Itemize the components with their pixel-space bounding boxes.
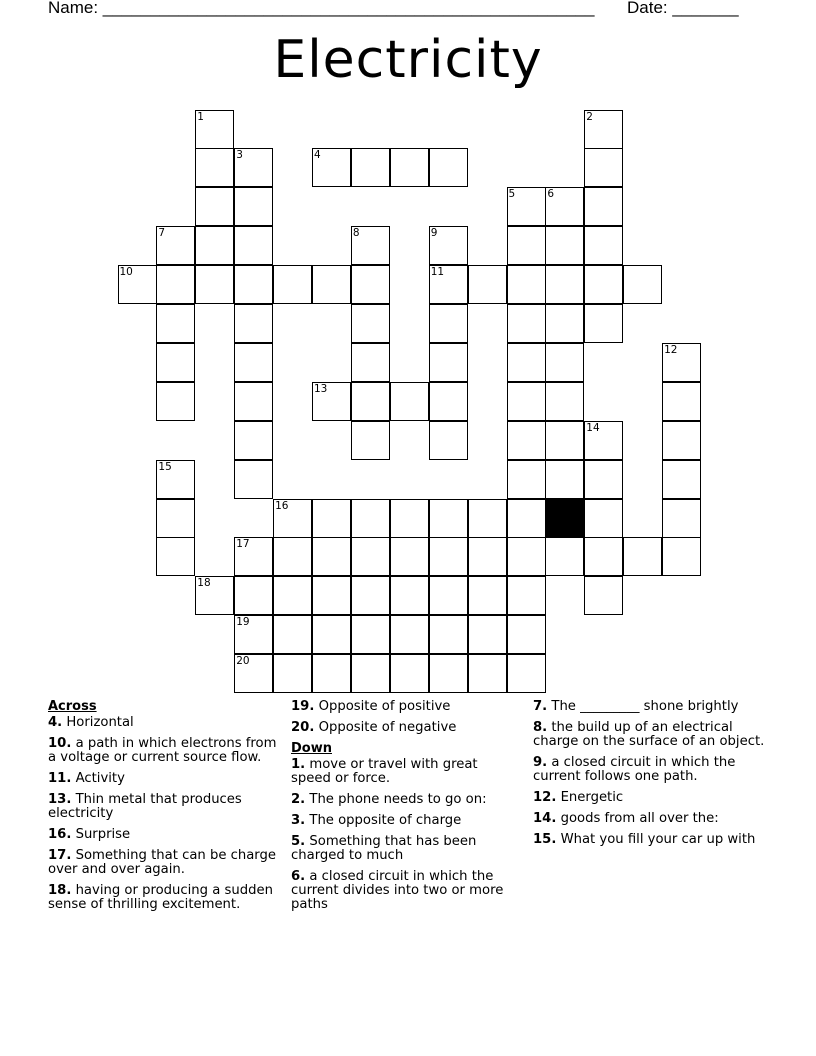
answer-cell[interactable]	[351, 576, 390, 615]
clue-across-20: 20. Opposite of negative	[291, 720, 457, 735]
clue-across-17: 17. Something that can be charge over and over again.	[48, 848, 276, 877]
clue-number: 2	[586, 110, 593, 123]
answer-cell[interactable]	[468, 576, 507, 615]
answer-cell[interactable]	[312, 382, 351, 421]
answer-cell[interactable]	[584, 187, 623, 226]
answer-cell[interactable]	[195, 110, 234, 149]
answer-cell[interactable]	[584, 537, 623, 576]
down-heading: Down	[291, 741, 332, 756]
clue-across-19: 19. Opposite of positive	[291, 699, 451, 714]
answer-cell[interactable]	[507, 576, 546, 615]
date-field-label: Date: _______	[627, 0, 739, 17]
answer-cell[interactable]	[584, 421, 623, 460]
answer-cell[interactable]	[429, 615, 468, 654]
answer-cell[interactable]	[351, 499, 390, 538]
answer-cell[interactable]	[273, 576, 312, 615]
answer-cell[interactable]	[662, 343, 701, 382]
answer-cell[interactable]	[429, 265, 468, 304]
answer-cell[interactable]	[234, 343, 273, 382]
clue-down-6: 6. a closed circuit in which the current divides into two or more paths	[291, 869, 504, 912]
clue-down-15: 15. What you fill your car up with	[533, 832, 756, 847]
answer-cell[interactable]	[195, 265, 234, 304]
answer-cell[interactable]	[429, 304, 468, 343]
answer-cell[interactable]	[584, 148, 623, 187]
answer-cell[interactable]	[234, 226, 273, 265]
answer-cell[interactable]	[429, 343, 468, 382]
answer-cell[interactable]	[234, 265, 273, 304]
answer-cell[interactable]	[390, 499, 429, 538]
clue-number: 14	[586, 421, 600, 434]
answer-cell[interactable]	[118, 265, 157, 304]
answer-cell[interactable]	[584, 265, 623, 304]
clue-down-1: 1. move or travel with great speed or force.	[291, 757, 478, 786]
clue-across-18: 18. having or producing a sudden sense of thrilling excitement.	[48, 883, 273, 912]
answer-cell[interactable]	[351, 343, 390, 382]
answer-cell[interactable]	[234, 382, 273, 421]
clue-number: 6	[547, 188, 555, 201]
answer-cell[interactable]	[351, 421, 390, 460]
answer-cell[interactable]	[507, 187, 546, 226]
answer-cell[interactable]	[273, 265, 312, 304]
black-square	[545, 499, 584, 538]
answer-cell[interactable]	[507, 343, 546, 382]
answer-cell[interactable]	[156, 499, 195, 538]
clue-down-14: 14. goods from all over the:	[533, 811, 719, 826]
answer-cell[interactable]	[584, 576, 623, 615]
answer-cell[interactable]	[468, 499, 507, 538]
answer-cell[interactable]	[156, 265, 195, 304]
clue-number: 12	[664, 343, 678, 356]
answer-cell[interactable]	[351, 148, 390, 187]
clue-across-16: 16. Surprise	[48, 827, 131, 842]
clue-number: 4	[314, 149, 321, 162]
clue-number: 5	[508, 188, 516, 201]
clue-across-13: 13. Thin metal that produces electricity	[48, 792, 242, 821]
answer-cell[interactable]	[507, 537, 546, 576]
answer-cell[interactable]	[195, 148, 234, 187]
answer-cell[interactable]	[429, 537, 468, 576]
answer-cell[interactable]	[584, 226, 623, 265]
answer-cell[interactable]	[312, 537, 351, 576]
clue-number: 9	[430, 227, 438, 240]
answer-cell[interactable]	[156, 304, 195, 343]
answer-cell[interactable]	[507, 615, 546, 654]
clue-across-11: 11. Activity	[48, 771, 125, 786]
answer-cell[interactable]	[273, 615, 312, 654]
clue-number: 19	[236, 616, 250, 629]
answer-cell[interactable]	[507, 304, 546, 343]
answer-cell[interactable]	[390, 654, 429, 693]
answer-cell[interactable]	[234, 148, 273, 187]
answer-cell[interactable]	[545, 343, 584, 382]
clue-number: 10	[119, 266, 133, 279]
answer-cell[interactable]	[273, 537, 312, 576]
clue-number: 20	[236, 655, 250, 668]
answer-cell[interactable]	[312, 148, 351, 187]
clue-across-4: 4. Horizontal	[48, 715, 134, 730]
answer-cell[interactable]	[312, 615, 351, 654]
clue-down-5: 5. Something that has been charged to much	[291, 834, 477, 863]
answer-cell[interactable]	[507, 226, 546, 265]
answer-cell[interactable]	[507, 654, 546, 693]
answer-cell[interactable]	[312, 576, 351, 615]
answer-cell[interactable]	[351, 382, 390, 421]
answer-cell[interactable]	[195, 226, 234, 265]
clue-across-10: 10. a path in which electrons from a voltage or current source flow.	[48, 736, 277, 765]
answer-cell[interactable]	[390, 382, 429, 421]
answer-cell[interactable]	[273, 654, 312, 693]
answer-cell[interactable]	[156, 226, 195, 265]
clue-number: 18	[197, 577, 211, 590]
answer-cell[interactable]	[429, 148, 468, 187]
answer-cell[interactable]	[429, 421, 468, 460]
answer-cell[interactable]	[584, 110, 623, 149]
clue-number: 3	[236, 149, 243, 162]
answer-cell[interactable]	[623, 537, 662, 576]
answer-cell[interactable]	[234, 421, 273, 460]
answer-cell[interactable]	[312, 499, 351, 538]
clue-number: 7	[158, 227, 166, 240]
clues-column-1	[48, 700, 280, 919]
answer-cell[interactable]	[312, 265, 351, 304]
clues-column-2	[291, 700, 521, 919]
answer-cell[interactable]	[234, 460, 273, 499]
answer-cell[interactable]	[545, 187, 584, 226]
answer-cell[interactable]	[545, 537, 584, 576]
answer-cell[interactable]	[234, 187, 273, 226]
clue-down-2: 2. The phone needs to go on:	[291, 792, 487, 807]
clues-column-3	[533, 700, 773, 854]
answer-cell[interactable]	[662, 382, 701, 421]
answer-cell[interactable]	[234, 537, 273, 576]
answer-cell[interactable]	[351, 654, 390, 693]
clue-number: 8	[352, 227, 360, 240]
name-field-label: Name: ____________________________________________________	[48, 0, 595, 17]
answer-cell[interactable]	[545, 460, 584, 499]
clue-down-7: 7. The _________ shone brightly	[533, 699, 739, 714]
answer-cell[interactable]	[351, 226, 390, 265]
answer-cell[interactable]	[234, 304, 273, 343]
clue-number: 1	[197, 110, 204, 123]
answer-cell[interactable]	[234, 576, 273, 615]
answer-cell[interactable]	[156, 382, 195, 421]
answer-cell[interactable]	[584, 499, 623, 538]
answer-cell[interactable]	[545, 304, 584, 343]
answer-cell[interactable]	[584, 460, 623, 499]
answer-cell[interactable]	[468, 537, 507, 576]
answer-cell[interactable]	[156, 343, 195, 382]
answer-cell[interactable]	[195, 187, 234, 226]
answer-cell[interactable]	[156, 460, 195, 499]
answer-cell[interactable]	[468, 654, 507, 693]
answer-cell[interactable]	[429, 226, 468, 265]
clue-number: 15	[158, 460, 172, 473]
answer-cell[interactable]	[545, 421, 584, 460]
across-heading: Across	[48, 699, 97, 714]
answer-cell[interactable]	[662, 537, 701, 576]
clue-number: 11	[430, 266, 445, 279]
answer-cell[interactable]	[623, 265, 662, 304]
answer-cell[interactable]	[584, 304, 623, 343]
answer-cell[interactable]	[390, 148, 429, 187]
answer-cell[interactable]	[429, 576, 468, 615]
answer-cell[interactable]	[351, 265, 390, 304]
clue-number: 16	[275, 499, 289, 512]
page-title: Electricity	[273, 30, 543, 90]
answer-cell[interactable]	[351, 537, 390, 576]
clue-down-3: 3. The opposite of charge	[291, 813, 462, 828]
answer-cell[interactable]	[390, 537, 429, 576]
clue-down-8: 8. the build up of an electrical charge on the surface of an object.	[533, 720, 765, 749]
clue-number: 13	[314, 382, 328, 395]
answer-cell[interactable]	[312, 654, 351, 693]
answer-cell[interactable]	[234, 615, 273, 654]
answer-cell[interactable]	[545, 382, 584, 421]
answer-cell[interactable]	[429, 654, 468, 693]
answer-cell[interactable]	[507, 421, 546, 460]
clue-number: 17	[236, 538, 250, 551]
answer-cell[interactable]	[545, 226, 584, 265]
answer-cell[interactable]	[507, 460, 546, 499]
answer-cell[interactable]	[234, 654, 273, 693]
answer-cell[interactable]	[273, 499, 312, 538]
answer-cell[interactable]	[468, 615, 507, 654]
answer-cell[interactable]	[390, 576, 429, 615]
answer-cell[interactable]	[507, 382, 546, 421]
answer-cell[interactable]	[390, 615, 429, 654]
answer-cell[interactable]	[351, 304, 390, 343]
answer-cell[interactable]	[545, 265, 584, 304]
answer-cell[interactable]	[429, 499, 468, 538]
answer-cell[interactable]	[507, 265, 546, 304]
answer-cell[interactable]	[195, 576, 234, 615]
answer-cell[interactable]	[468, 265, 507, 304]
answer-cell[interactable]	[662, 460, 701, 499]
clue-down-9: 9. a closed circuit in which the current follows one path.	[533, 755, 736, 784]
answer-cell[interactable]	[662, 499, 701, 538]
answer-cell[interactable]	[507, 499, 546, 538]
answer-cell[interactable]	[156, 537, 195, 576]
answer-cell[interactable]	[662, 421, 701, 460]
clue-down-12: 12. Energetic	[533, 790, 624, 805]
answer-cell[interactable]	[429, 382, 468, 421]
answer-cell[interactable]	[351, 615, 390, 654]
